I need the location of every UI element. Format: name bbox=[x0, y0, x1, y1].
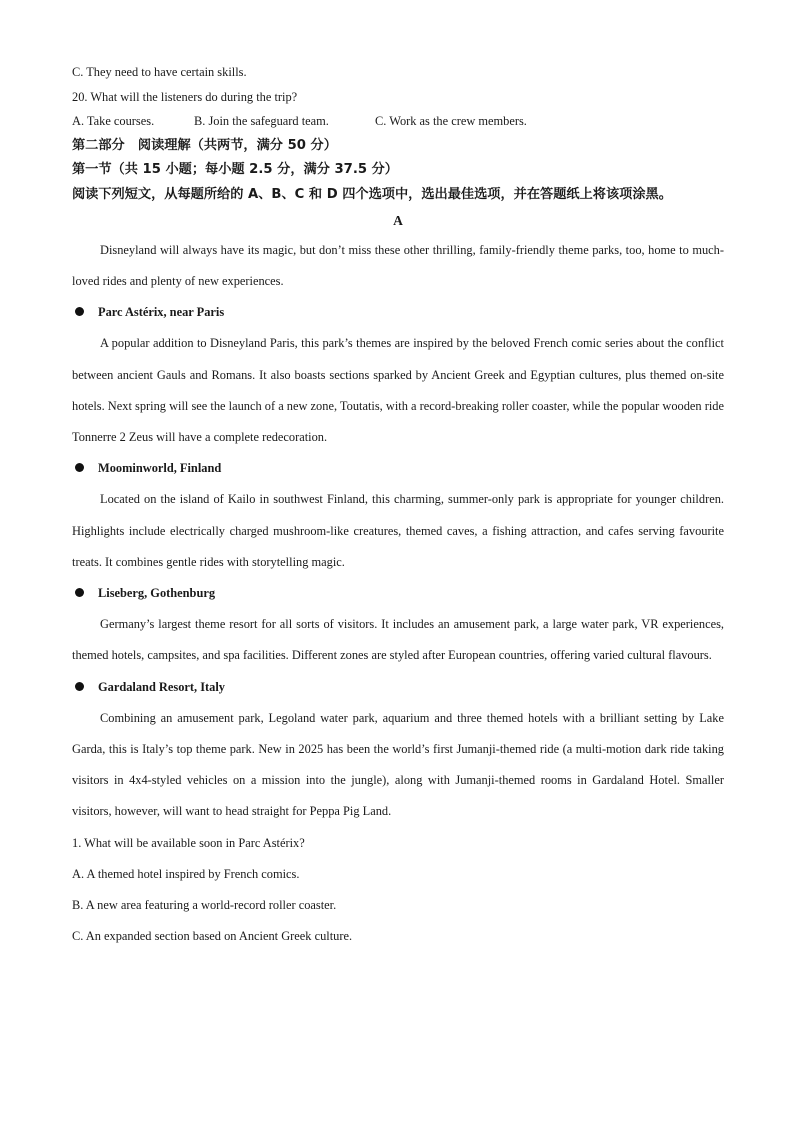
park-heading-2 bbox=[72, 453, 724, 484]
bullet-icon bbox=[75, 682, 84, 691]
q20-option-a: A. Take courses. bbox=[72, 114, 155, 129]
park-text: Located on the island of Kailo in southwest Finland, this charming, summer-only park is appropriate for younger children. Highlights include electrically charged mushroom-like creatures, themed caves, a fishing attraction, and cafes serving favourite treats. It combines gentle rides with storytelling magic. bbox=[72, 492, 724, 569]
park-text: A popular addition to Disneyland Paris, this park’s themes are inspired by the beloved French comic series about the conflict between ancient Gauls and Romans. It also boasts sections sparked by Ancient Greek and Egyptian cultures, plus themed on-site hotels. Next spring will see the launch of a new zone, Toutatis, with a record-breaking roller coaster, while the popular wooden ride Tonnerre 2 Zeus will have a complete redecoration. bbox=[72, 336, 724, 444]
q20-option-b: B. Join the safeguard team. bbox=[194, 114, 329, 129]
bullet-icon bbox=[75, 307, 84, 316]
q19-option-c: C. They need to have certain skills. bbox=[72, 65, 247, 79]
park-paragraph-4 bbox=[72, 703, 724, 828]
exam-page bbox=[72, 60, 724, 952]
q20-option-c: C. Work as the crew members. bbox=[375, 114, 527, 129]
part-title: 第一节（共 15 小题；每小题 2.5 分，满分 37.5 分） bbox=[72, 161, 398, 177]
q20-stem: 20. What will the listeners do during the trip? bbox=[72, 89, 298, 104]
park-paragraph-2 bbox=[72, 484, 724, 578]
park-text: Combining an amusement park, Legoland water park, aquarium and three themed hotels with a brilliant setting by Lake Garda, this is Italy’s top theme park. New in 2025 has been the world’s first Jumanji-themed ride (a multi-motion dark ride taking visitors in 4x4-styled vehicles on a mission into the jungle), along with Jumanji-themed rooms in Gardaland Hotel. Smaller visitors, however, will want to head straight for Peppa Pig Land. bbox=[72, 710, 724, 819]
passage-intro bbox=[72, 235, 724, 297]
question-1-stem: 1. What will be available soon in Parc Astérix? bbox=[72, 835, 305, 850]
bullet-icon bbox=[75, 588, 84, 597]
park-paragraph-1 bbox=[72, 328, 724, 453]
intro-text: Disneyland will always have its magic, but don’t miss these other thrilling, family-friendly theme parks, too, home to much-loved rides and plenty of new experiences. bbox=[72, 242, 724, 288]
park-name: Moominworld, Finland bbox=[98, 461, 222, 476]
park-name: Liseberg, Gothenburg bbox=[98, 586, 216, 601]
instructions: 阅读下列短文，从每题所给的 A、B、C 和 D 四个选项中，选出最佳选项，并在答题纸上将该项涂黑。 bbox=[72, 186, 672, 202]
passage-letter: A bbox=[393, 212, 403, 228]
park-text: Germany’s largest theme resort for all sorts of visitors. It includes an amusement park, a large water park, VR experiences, themed hotels, campsites, and spa facilities. Different zones are styled after European countries, offering varied cultural flavours. bbox=[72, 617, 724, 663]
section-title: 第二部分 阅读理解（共两节，满分 50 分） bbox=[72, 137, 337, 153]
park-paragraph-3 bbox=[72, 609, 724, 671]
q20-options bbox=[72, 109, 724, 134]
park-heading-1 bbox=[72, 297, 724, 328]
park-heading-3 bbox=[72, 578, 724, 609]
park-name: Parc Astérix, near Paris bbox=[98, 305, 225, 320]
park-name: Gardaland Resort, Italy bbox=[98, 679, 226, 694]
bullet-icon bbox=[75, 463, 84, 472]
park-heading-4 bbox=[72, 672, 724, 703]
question-1-option-c: C. An expanded section based on Ancient Greek culture. bbox=[72, 929, 353, 944]
question-1-option-a: A. A themed hotel inspired by French comics. bbox=[72, 866, 300, 881]
question-1-option-b: B. A new area featuring a world-record roller coaster. bbox=[72, 898, 337, 913]
